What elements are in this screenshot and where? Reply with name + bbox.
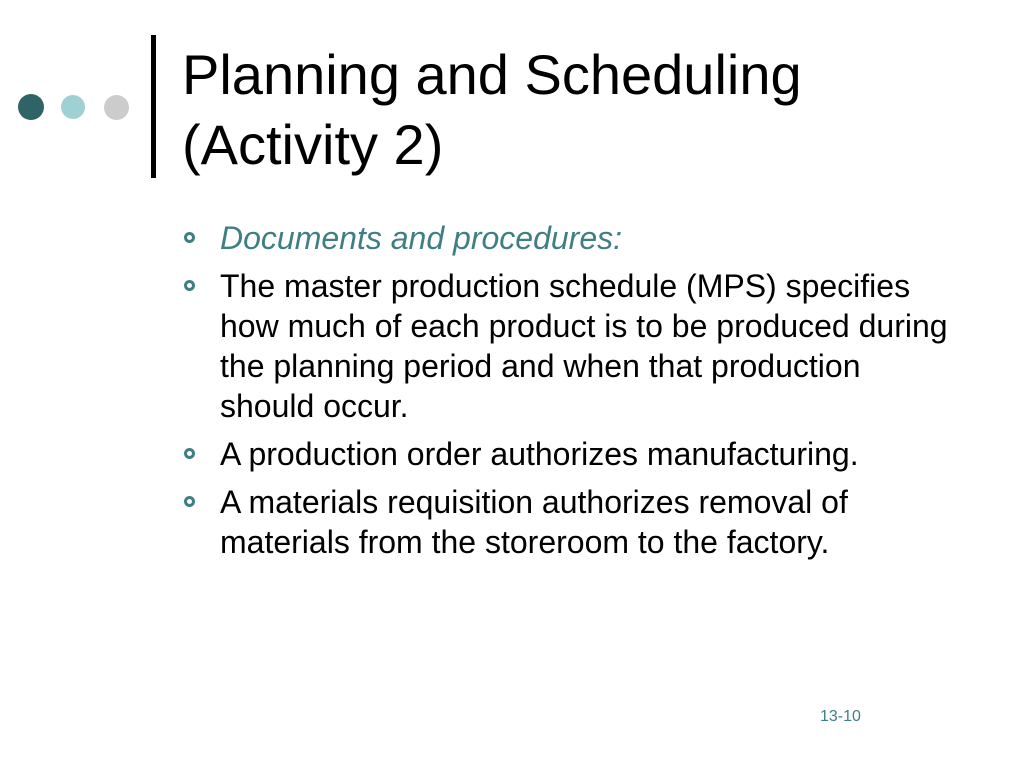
slide-title-line-1: Planning and Scheduling	[182, 43, 802, 106]
bullet-text: Documents and procedures:	[220, 220, 622, 256]
decorative-dot-dark	[18, 94, 44, 120]
bullet-text: A production order authorizes manufacturing.	[220, 436, 859, 472]
decorative-dot-light	[61, 95, 85, 119]
bullet-ring-icon	[184, 448, 195, 459]
bullet-item-production-order	[182, 434, 962, 474]
title-divider	[151, 35, 156, 178]
bullet-item-intro	[182, 218, 962, 258]
bullet-ring-icon	[184, 496, 195, 507]
bullet-text: A materials requisition authorizes removal of materials from the storeroom to the factory.	[220, 484, 848, 560]
bullet-ring-icon	[184, 232, 195, 243]
slide-title	[182, 40, 982, 180]
decorative-dot-gray	[104, 95, 129, 120]
slide-number: 13-10	[820, 708, 861, 725]
slide-title-line-2: (Activity 2)	[182, 113, 444, 176]
bullet-text: The master production schedule (MPS) specifies how much of each product is to be produced during the planning period and when that production should occur.	[220, 268, 948, 424]
bullet-list	[182, 218, 962, 570]
bullet-ring-icon	[184, 280, 195, 291]
bullet-item-materials-requisition	[182, 482, 962, 562]
bullet-item-mps	[182, 266, 962, 426]
